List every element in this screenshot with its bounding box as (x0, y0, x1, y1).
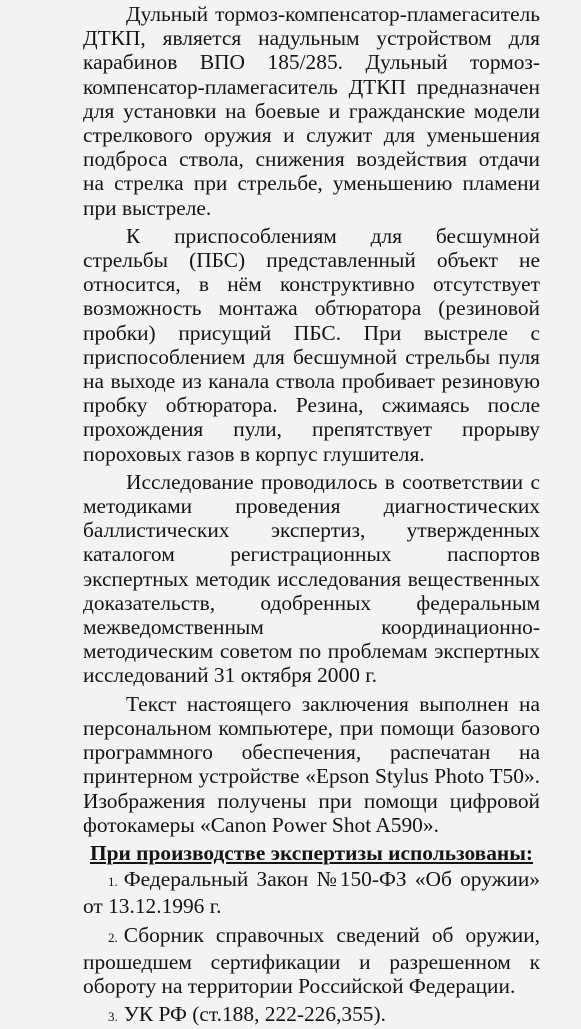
sources-heading: При производстве экспертизы использованы: (89, 840, 534, 865)
list-text: Федеральный Закон №150-ФЗ «Об оружии» от 13.12.1996 г. (83, 867, 540, 919)
paragraph-dtkp: Дульный тормоз-компенсатор-пламегаситель ДТКП, является надульным устройством для карабинов ВПО 185/285. Дульный тормоз-компенсатор-пламегаситель ДТКП предназначен для установки на боевые и гражданские модели стрелкового оружия и служит для уменьшения подброса ствола, снижения воздействия отдачи на стрелка при стрельбе, уменьшению пламени при выстреле. (83, 2, 540, 220)
list-item (83, 923, 540, 999)
list-item (83, 1002, 540, 1029)
list-text: Сборник справочных сведений об оружии, прошедшем сертификации и разрешенном к обороту на территории Российской Федерации. (83, 922, 540, 998)
list-item (83, 867, 540, 918)
list-number: 3. (108, 1009, 118, 1025)
list-number: 1. (108, 874, 118, 890)
paragraph-pbs: К приспособлениям для бесшумной стрельбы (ПБС) представленный объект не относится, в нём конструктивно отсутствует возможность монтажа обтюратора (резиновой пробки) присущий ПБС. При выстреле с приспособлением для бесшумной стрельбы пуля на выходе из канала ствола пробивает резиновую пробку обтюратора. Резина, сжимаясь после прохождения пули, препятствует прорыву пороховых газов в корпус глушителя. (83, 223, 540, 466)
list-text: УК РФ (ст.188, 222-226,355). (123, 1002, 386, 1027)
list-number: 2. (108, 929, 118, 945)
paragraph-methodology: Исследование проводилось в соответствии с методиками проведения диагностических баллистических экспертиз, утвержденных каталогом регистрационных паспортов экспертных методик исследования вещественных доказательств, одобренных федеральным межведомственным координационно-методическим советом по проблемам экспертных исследований 31 октября 2000 г. (83, 469, 540, 688)
paragraph-equipment: Текст настоящего заключения выполнен на персональном компьютере, при помощи базового программного обеспечения, распечатан на принтерном устройстве «Epson Stylus Photo T50». Изображения получены при помощи цифровой фотокамеры «Canon Power Shot A590». (83, 691, 540, 837)
